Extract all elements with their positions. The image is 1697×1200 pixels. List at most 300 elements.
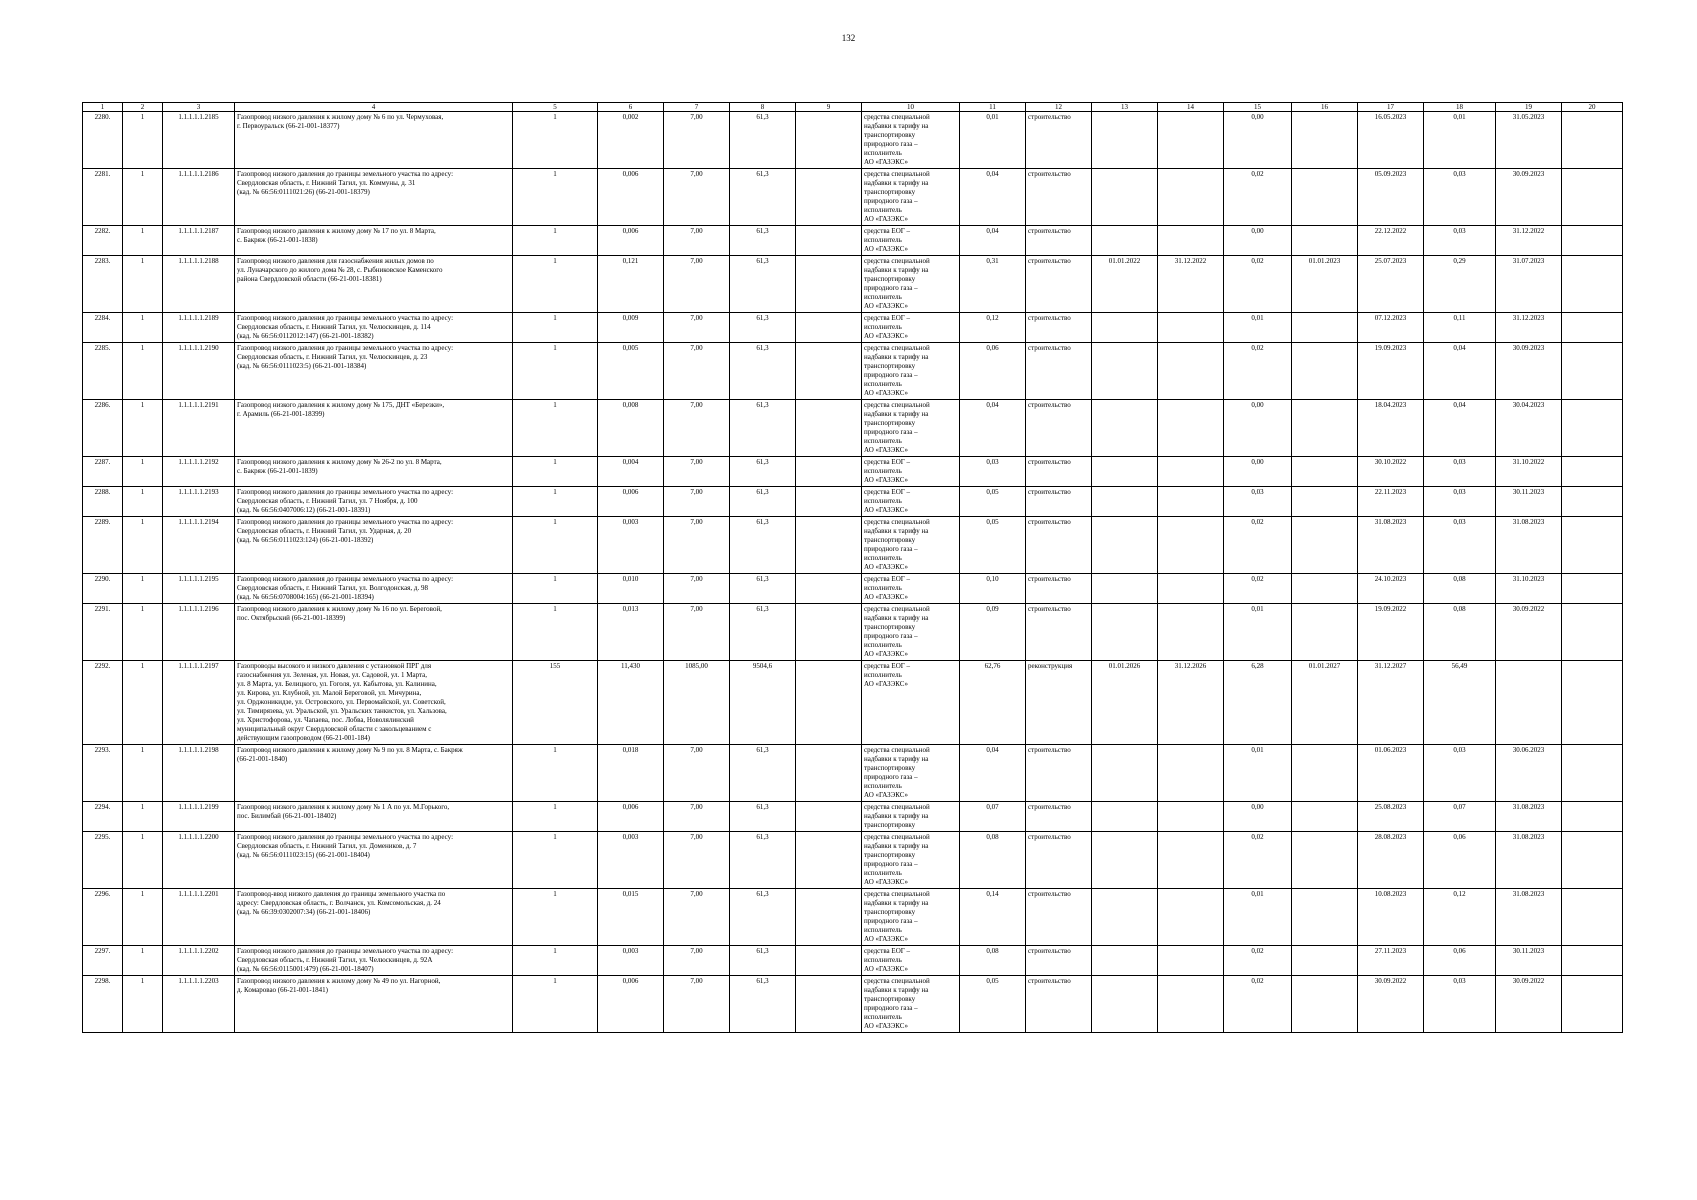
table-row [83, 661, 1623, 745]
cell-col-19: 30.04.2023 [1496, 400, 1562, 457]
cell-col-20 [1562, 256, 1623, 313]
cell-col-8: 61,3 [730, 976, 796, 1033]
cell-col-13 [1092, 889, 1158, 946]
cell-col-19: 30.11.2023 [1496, 487, 1562, 517]
cell-col-15: 0,01 [1224, 313, 1292, 343]
table-row [83, 889, 1623, 946]
cell-col-19: 30.09.2023 [1496, 343, 1562, 400]
cell-col-11: 0,12 [960, 313, 1026, 343]
cell-col-4: Газопровод низкого давления к жилому дому № 26-2 по ул. 8 Марта, с. Бакряж (66-21-001-1839) [235, 457, 513, 487]
cell-col-4: Газопровод низкого давления до границы земельного участка по адресу: Свердловская область, г. Нижний Тагил, ул. Челюскинцев, д. 23 (кад. № 66:56:0111023:5) (66-21-001-18384) [235, 343, 513, 400]
cell-col-1: 2293. [83, 745, 123, 802]
cell-col-18: 0,06 [1424, 946, 1496, 976]
cell-col-5: 1 [513, 457, 598, 487]
column-header-7: 7 [664, 103, 730, 112]
cell-col-12: строительство [1026, 226, 1092, 256]
cell-col-17: 22.11.2023 [1358, 487, 1424, 517]
cell-col-17: 28.08.2023 [1358, 832, 1424, 889]
column-header-2: 2 [123, 103, 163, 112]
cell-col-10: средства специальной надбавки к тарифу на транспортировку природного газа – исполнитель АО «ГАЗЭКС» [862, 745, 960, 802]
cell-col-12: реконструкция [1026, 661, 1092, 745]
cell-col-1: 2284. [83, 313, 123, 343]
cell-col-19: 30.09.2023 [1496, 169, 1562, 226]
cell-col-3: 1.1.1.1.1.2195 [163, 574, 235, 604]
cell-col-11: 0,04 [960, 169, 1026, 226]
cell-col-11: 0,10 [960, 574, 1026, 604]
column-header-8: 8 [730, 103, 796, 112]
cell-col-20 [1562, 976, 1623, 1033]
cell-col-20 [1562, 487, 1623, 517]
cell-col-15: 6,28 [1224, 661, 1292, 745]
cell-col-14 [1158, 313, 1224, 343]
cell-col-1: 2280. [83, 112, 123, 169]
cell-col-9 [796, 976, 862, 1033]
cell-col-8: 61,3 [730, 745, 796, 802]
cell-col-4: Газопровод низкого давления к жилому дому № 6 по ул. Чермуховая, г. Первоуральск (66-21-001-18377) [235, 112, 513, 169]
cell-col-4: Газопровод низкого давления до границы земельного участка по адресу: Свердловская область, г. Нижний Тагил, ул. Челюскинцев, д. 114 (кад. № 66:56:0112012:147) (66-21-001-18382) [235, 313, 513, 343]
cell-col-11: 0,05 [960, 517, 1026, 574]
cell-col-14: 31.12.2022 [1158, 256, 1224, 313]
cell-col-16 [1292, 400, 1358, 457]
cell-col-19: 31.08.2023 [1496, 517, 1562, 574]
cell-col-20 [1562, 313, 1623, 343]
cell-col-3: 1.1.1.1.1.2187 [163, 226, 235, 256]
cell-col-5: 1 [513, 256, 598, 313]
cell-col-11: 0,07 [960, 802, 1026, 832]
cell-col-12: строительство [1026, 832, 1092, 889]
cell-col-17: 10.08.2023 [1358, 889, 1424, 946]
column-header-6: 6 [598, 103, 664, 112]
cell-col-15: 0,00 [1224, 400, 1292, 457]
cell-col-7: 7,00 [664, 256, 730, 313]
cell-col-12: строительство [1026, 946, 1092, 976]
cell-col-3: 1.1.1.1.1.2196 [163, 604, 235, 661]
cell-col-5: 1 [513, 487, 598, 517]
cell-col-14 [1158, 457, 1224, 487]
cell-col-20 [1562, 517, 1623, 574]
cell-col-11: 0,08 [960, 832, 1026, 889]
cell-col-14 [1158, 574, 1224, 604]
table-row [83, 343, 1623, 400]
cell-col-7: 7,00 [664, 889, 730, 946]
cell-col-3: 1.1.1.1.1.2199 [163, 802, 235, 832]
cell-col-17: 25.07.2023 [1358, 256, 1424, 313]
cell-col-3: 1.1.1.1.1.2192 [163, 457, 235, 487]
cell-col-13: 01.01.2022 [1092, 256, 1158, 313]
cell-col-14: 31.12.2026 [1158, 661, 1224, 745]
cell-col-3: 1.1.1.1.1.2190 [163, 343, 235, 400]
cell-col-13 [1092, 487, 1158, 517]
cell-col-5: 1 [513, 946, 598, 976]
cell-col-16 [1292, 604, 1358, 661]
cell-col-5: 155 [513, 661, 598, 745]
cell-col-6: 0,005 [598, 343, 664, 400]
cell-col-18: 0,12 [1424, 889, 1496, 946]
column-header-1: 1 [83, 103, 123, 112]
column-header-3: 3 [163, 103, 235, 112]
cell-col-17: 18.04.2023 [1358, 400, 1424, 457]
table-row [83, 574, 1623, 604]
cell-col-10: средства ЕОГ – исполнитель АО «ГАЗЭКС» [862, 457, 960, 487]
cell-col-16 [1292, 112, 1358, 169]
cell-col-15: 0,02 [1224, 946, 1292, 976]
cell-col-19: 31.12.2022 [1496, 226, 1562, 256]
table-row [83, 487, 1623, 517]
cell-col-15: 0,01 [1224, 889, 1292, 946]
cell-col-1: 2281. [83, 169, 123, 226]
column-header-17: 17 [1358, 103, 1424, 112]
cell-col-20 [1562, 946, 1623, 976]
cell-col-9 [796, 745, 862, 802]
cell-col-6: 0,004 [598, 457, 664, 487]
cell-col-12: строительство [1026, 889, 1092, 946]
cell-col-9 [796, 226, 862, 256]
cell-col-13 [1092, 226, 1158, 256]
cell-col-1: 2289. [83, 517, 123, 574]
cell-col-5: 1 [513, 400, 598, 457]
cell-col-8: 61,3 [730, 517, 796, 574]
cell-col-9 [796, 946, 862, 976]
cell-col-4: Газопровод низкого давления до границы земельного участка по адресу: Свердловская область, г. Нижний Тагил, ул. Коммуны, д. 31 (кад. № 66:56:0111021:26) (66-21-001-18379) [235, 169, 513, 226]
cell-col-19: 31.08.2023 [1496, 832, 1562, 889]
cell-col-17: 01.06.2023 [1358, 745, 1424, 802]
cell-col-12: строительство [1026, 457, 1092, 487]
table-row [83, 976, 1623, 1033]
cell-col-2: 1 [123, 487, 163, 517]
cell-col-6: 0,002 [598, 112, 664, 169]
cell-col-19: 31.08.2023 [1496, 889, 1562, 946]
cell-col-2: 1 [123, 976, 163, 1033]
cell-col-10: средства ЕОГ – исполнитель АО «ГАЗЭКС» [862, 661, 960, 745]
cell-col-8: 61,3 [730, 400, 796, 457]
cell-col-18: 0,06 [1424, 832, 1496, 889]
column-header-16: 16 [1292, 103, 1358, 112]
cell-col-7: 7,00 [664, 343, 730, 400]
table-row [83, 517, 1623, 574]
cell-col-3: 1.1.1.1.1.2188 [163, 256, 235, 313]
cell-col-19: 31.08.2023 [1496, 802, 1562, 832]
cell-col-16 [1292, 517, 1358, 574]
cell-col-12: строительство [1026, 343, 1092, 400]
cell-col-6: 0,008 [598, 400, 664, 457]
cell-col-5: 1 [513, 112, 598, 169]
cell-col-12: строительство [1026, 112, 1092, 169]
cell-col-9 [796, 313, 862, 343]
cell-col-16 [1292, 169, 1358, 226]
cell-col-12: строительство [1026, 256, 1092, 313]
cell-col-12: строительство [1026, 745, 1092, 802]
cell-col-5: 1 [513, 517, 598, 574]
cell-col-13 [1092, 604, 1158, 661]
cell-col-10: средства ЕОГ – исполнитель АО «ГАЗЭКС» [862, 226, 960, 256]
cell-col-3: 1.1.1.1.1.2186 [163, 169, 235, 226]
cell-col-10: средства специальной надбавки к тарифу на транспортировку природного газа – исполнитель АО «ГАЗЭКС» [862, 976, 960, 1033]
cell-col-3: 1.1.1.1.1.2193 [163, 487, 235, 517]
cell-col-10: средства ЕОГ – исполнитель АО «ГАЗЭКС» [862, 313, 960, 343]
cell-col-19: 30.09.2022 [1496, 604, 1562, 661]
cell-col-14 [1158, 343, 1224, 400]
cell-col-17: 31.12.2027 [1358, 661, 1424, 745]
cell-col-9 [796, 343, 862, 400]
cell-col-5: 1 [513, 802, 598, 832]
cell-col-8: 61,3 [730, 487, 796, 517]
cell-col-1: 2296. [83, 889, 123, 946]
cell-col-14 [1158, 832, 1224, 889]
cell-col-16 [1292, 802, 1358, 832]
cell-col-6: 0,018 [598, 745, 664, 802]
cell-col-18: 0,08 [1424, 574, 1496, 604]
cell-col-6: 0,010 [598, 574, 664, 604]
cell-col-2: 1 [123, 574, 163, 604]
cell-col-3: 1.1.1.1.1.2202 [163, 946, 235, 976]
cell-col-20 [1562, 574, 1623, 604]
cell-col-17: 27.11.2023 [1358, 946, 1424, 976]
table-row [83, 946, 1623, 976]
cell-col-9 [796, 487, 862, 517]
cell-col-13 [1092, 517, 1158, 574]
cell-col-19: 30.06.2023 [1496, 745, 1562, 802]
cell-col-4: Газопровод низкого давления до границы земельного участка по адресу: Свердловская область, г. Нижний Тагил, ул. Челюскинцев, д. 92А (кад. № 66:56:0115001:479) (66-21-001-18407) [235, 946, 513, 976]
cell-col-12: строительство [1026, 802, 1092, 832]
cell-col-1: 2292. [83, 661, 123, 745]
cell-col-4: Газопровод низкого давления до границы земельного участка по адресу: Свердловская область, г. Нижний Тагил, ул. Ударная, д. 20 (кад. № 66:56:0111023:124) (66-21-001-18392) [235, 517, 513, 574]
cell-col-8: 61,3 [730, 604, 796, 661]
cell-col-14 [1158, 604, 1224, 661]
cell-col-11: 0,31 [960, 256, 1026, 313]
cell-col-5: 1 [513, 313, 598, 343]
cell-col-6: 0,003 [598, 517, 664, 574]
cell-col-2: 1 [123, 226, 163, 256]
cell-col-11: 0,14 [960, 889, 1026, 946]
cell-col-15: 0,02 [1224, 517, 1292, 574]
cell-col-2: 1 [123, 343, 163, 400]
cell-col-2: 1 [123, 256, 163, 313]
cell-col-10: средства специальной надбавки к тарифу на транспортировку природного газа – исполнитель АО «ГАЗЭКС» [862, 889, 960, 946]
cell-col-16 [1292, 313, 1358, 343]
cell-col-1: 2297. [83, 946, 123, 976]
cell-col-4: Газопровод низкого давления к жилому дому № 9 по ул. 8 Марта, с. Бакряж (66-21-001-1840) [235, 745, 513, 802]
cell-col-8: 61,3 [730, 313, 796, 343]
cell-col-20 [1562, 400, 1623, 457]
cell-col-7: 7,00 [664, 802, 730, 832]
cell-col-18: 0,08 [1424, 604, 1496, 661]
cell-col-12: строительство [1026, 313, 1092, 343]
cell-col-6: 0,015 [598, 889, 664, 946]
cell-col-1: 2287. [83, 457, 123, 487]
cell-col-2: 1 [123, 745, 163, 802]
cell-col-20 [1562, 889, 1623, 946]
cell-col-6: 0,121 [598, 256, 664, 313]
cell-col-4: Газопроводы высокого и низкого давления с установкой ПРГ для газоснабжения ул. Зеленая, ул. Новая, ул. Садовой, ул. 1 Марта, ул. 8 Марта, ул. Белицкого, ул. Гоголя, ул. Кабытова, ул. Калинина, ул. Кирова, ул. Клубной, ул. Малой Береговой, ул. Мичурина, ул. Орджоникидзе, ул. Островского, ул. Первомайской, ул. Советской, ул. Тимирязева, ул. Уральской, ул. Уральских танкистов, ул. Хальзова, ул. Христофорова, ул. Чапаева, пос. Лобва, Новолялинский муниципальный округ Свердловской области с закольцеванием с действующим газопроводом (66-21-001-184) [235, 661, 513, 745]
cell-col-16: 01.01.2023 [1292, 256, 1358, 313]
cell-col-7: 7,00 [664, 946, 730, 976]
cell-col-18: 0,11 [1424, 313, 1496, 343]
column-number-row [83, 103, 1623, 112]
cell-col-8: 61,3 [730, 112, 796, 169]
cell-col-7: 7,00 [664, 169, 730, 226]
cell-col-20 [1562, 112, 1623, 169]
cell-col-9 [796, 457, 862, 487]
cell-col-7: 7,00 [664, 400, 730, 457]
cell-col-12: строительство [1026, 487, 1092, 517]
cell-col-18: 0,03 [1424, 976, 1496, 1033]
cell-col-13 [1092, 400, 1158, 457]
cell-col-3: 1.1.1.1.1.2197 [163, 661, 235, 745]
cell-col-10: средства специальной надбавки к тарифу на транспортировку природного газа – исполнитель АО «ГАЗЭКС» [862, 256, 960, 313]
cell-col-15: 0,02 [1224, 343, 1292, 400]
cell-col-13 [1092, 457, 1158, 487]
cell-col-5: 1 [513, 343, 598, 400]
cell-col-17: 30.10.2022 [1358, 457, 1424, 487]
cell-col-8: 61,3 [730, 946, 796, 976]
cell-col-11: 0,04 [960, 745, 1026, 802]
column-header-5: 5 [513, 103, 598, 112]
column-header-19: 19 [1496, 103, 1562, 112]
cell-col-2: 1 [123, 802, 163, 832]
cell-col-16: 01.01.2027 [1292, 661, 1358, 745]
cell-col-7: 1085,00 [664, 661, 730, 745]
cell-col-13 [1092, 946, 1158, 976]
column-header-15: 15 [1224, 103, 1292, 112]
cell-col-7: 7,00 [664, 517, 730, 574]
column-header-9: 9 [796, 103, 862, 112]
cell-col-7: 7,00 [664, 745, 730, 802]
cell-col-18: 0,03 [1424, 487, 1496, 517]
cell-col-5: 1 [513, 976, 598, 1033]
cell-col-19: 31.10.2023 [1496, 574, 1562, 604]
column-header-11: 11 [960, 103, 1026, 112]
cell-col-12: строительство [1026, 169, 1092, 226]
cell-col-17: 19.09.2022 [1358, 604, 1424, 661]
cell-col-18: 0,04 [1424, 400, 1496, 457]
table-row [83, 457, 1623, 487]
cell-col-10: средства ЕОГ – исполнитель АО «ГАЗЭКС» [862, 487, 960, 517]
cell-col-14 [1158, 169, 1224, 226]
cell-col-7: 7,00 [664, 313, 730, 343]
cell-col-19: 31.10.2022 [1496, 457, 1562, 487]
cell-col-13 [1092, 832, 1158, 889]
cell-col-12: строительство [1026, 517, 1092, 574]
cell-col-20 [1562, 343, 1623, 400]
cell-col-5: 1 [513, 604, 598, 661]
column-header-18: 18 [1424, 103, 1496, 112]
cell-col-7: 7,00 [664, 604, 730, 661]
cell-col-5: 1 [513, 169, 598, 226]
cell-col-19: 30.11.2023 [1496, 946, 1562, 976]
cell-col-9 [796, 604, 862, 661]
column-header-10: 10 [862, 103, 960, 112]
cell-col-15: 0,02 [1224, 976, 1292, 1033]
column-header-13: 13 [1092, 103, 1158, 112]
cell-col-4: Газопровод низкого давления к жилому дому № 175, ДНТ «Березки», г. Арамиль (66-21-001-18399) [235, 400, 513, 457]
cell-col-11: 62,76 [960, 661, 1026, 745]
cell-col-4: Газопровод низкого давления к жилому дому № 1 А по ул. М.Горького, пос. Билимбай (66-21-001-18402) [235, 802, 513, 832]
cell-col-6: 0,006 [598, 802, 664, 832]
cell-col-8: 61,3 [730, 169, 796, 226]
cell-col-11: 0,06 [960, 343, 1026, 400]
cell-col-16 [1292, 457, 1358, 487]
cell-col-8: 61,3 [730, 457, 796, 487]
cell-col-3: 1.1.1.1.1.2203 [163, 976, 235, 1033]
cell-col-7: 7,00 [664, 574, 730, 604]
cell-col-9 [796, 661, 862, 745]
column-header-14: 14 [1158, 103, 1224, 112]
cell-col-2: 1 [123, 112, 163, 169]
cell-col-2: 1 [123, 832, 163, 889]
cell-col-9 [796, 574, 862, 604]
cell-col-4: Газопровод низкого давления до границы земельного участка по адресу: Свердловская область, г. Нижний Тагил, ул. 7 Ноября, д. 100 (кад. № 66:56:0407006:12) (66-21-001-18391) [235, 487, 513, 517]
cell-col-13 [1092, 343, 1158, 400]
cell-col-8: 61,3 [730, 226, 796, 256]
cell-col-13: 01.01.2026 [1092, 661, 1158, 745]
cell-col-13 [1092, 976, 1158, 1033]
cell-col-16 [1292, 343, 1358, 400]
cell-col-20 [1562, 226, 1623, 256]
cell-col-6: 0,003 [598, 832, 664, 889]
table-row [83, 745, 1623, 802]
cell-col-14 [1158, 226, 1224, 256]
cell-col-2: 1 [123, 889, 163, 946]
cell-col-6: 11,430 [598, 661, 664, 745]
cell-col-13 [1092, 745, 1158, 802]
cell-col-1: 2298. [83, 976, 123, 1033]
cell-col-12: строительство [1026, 400, 1092, 457]
cell-col-17: 25.08.2023 [1358, 802, 1424, 832]
cell-col-4: Газопровод низкого давления для газоснабжения жилых домов по ул. Луначарского до жилого дома № 28, с. Рыбниковское Каменского района Свердловской области (66-21-001-18381) [235, 256, 513, 313]
cell-col-15: 0,00 [1224, 457, 1292, 487]
cell-col-2: 1 [123, 400, 163, 457]
page-number: 132 [841, 33, 856, 43]
cell-col-1: 2294. [83, 802, 123, 832]
cell-col-3: 1.1.1.1.1.2189 [163, 313, 235, 343]
cell-col-18: 0,03 [1424, 226, 1496, 256]
column-header-4: 4 [235, 103, 513, 112]
cell-col-2: 1 [123, 661, 163, 745]
cell-col-5: 1 [513, 226, 598, 256]
cell-col-6: 0,006 [598, 169, 664, 226]
cell-col-16 [1292, 889, 1358, 946]
cell-col-11: 0,08 [960, 946, 1026, 976]
cell-col-15: 0,01 [1224, 604, 1292, 661]
column-header-12: 12 [1026, 103, 1092, 112]
cell-col-7: 7,00 [664, 226, 730, 256]
cell-col-19: 31.12.2023 [1496, 313, 1562, 343]
cell-col-17: 16.05.2023 [1358, 112, 1424, 169]
cell-col-18: 0,29 [1424, 256, 1496, 313]
cell-col-4: Газопровод низкого давления к жилому дому № 16 по ул. Береговой, пос. Октябрьский (66-21-001-18399) [235, 604, 513, 661]
cell-col-15: 0,00 [1224, 112, 1292, 169]
cell-col-3: 1.1.1.1.1.2200 [163, 832, 235, 889]
cell-col-20 [1562, 745, 1623, 802]
cell-col-20 [1562, 832, 1623, 889]
cell-col-19: 31.07.2023 [1496, 256, 1562, 313]
cell-col-9 [796, 169, 862, 226]
cell-col-6: 0,003 [598, 946, 664, 976]
cell-col-13 [1092, 802, 1158, 832]
cell-col-20 [1562, 169, 1623, 226]
cell-col-1: 2295. [83, 832, 123, 889]
cell-col-11: 0,03 [960, 457, 1026, 487]
cell-col-18: 0,03 [1424, 745, 1496, 802]
cell-col-1: 2282. [83, 226, 123, 256]
table-row [83, 112, 1623, 169]
cell-col-8: 61,3 [730, 574, 796, 604]
cell-col-18: 0,01 [1424, 112, 1496, 169]
cell-col-17: 19.09.2023 [1358, 343, 1424, 400]
cell-col-16 [1292, 946, 1358, 976]
cell-col-19 [1496, 661, 1562, 745]
cell-col-5: 1 [513, 745, 598, 802]
